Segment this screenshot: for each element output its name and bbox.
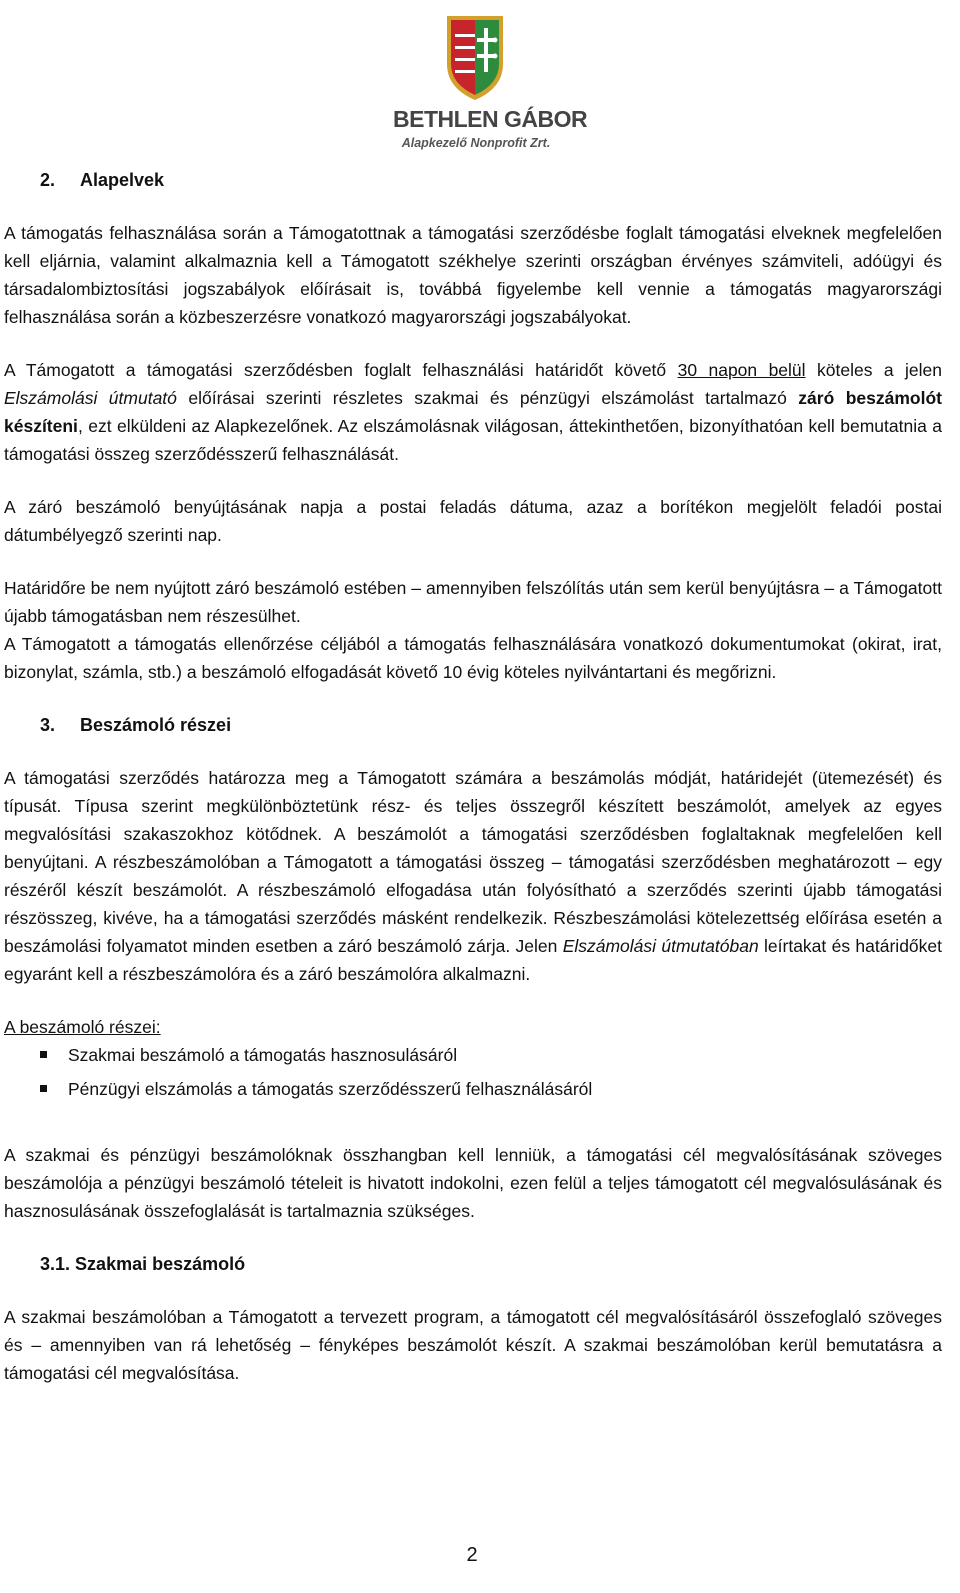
logo-subtitle: Alapkezelő Nonprofit Zrt. — [401, 136, 551, 150]
section-3-1-title: Szakmai beszámoló — [75, 1254, 246, 1274]
section-2-number: 2. — [40, 170, 56, 190]
logo-name: BETHLEN GÁBOR — [393, 106, 588, 132]
document-content — [4, 166, 942, 1412]
coat-of-arms-icon — [443, 14, 507, 102]
section-2-paragraph-2: A Támogatott a támogatási szerződésben foglalt felhasználási határidőt követő 30 napon belül köteles a jelen Elszámolási útmutató előírásai szerinti részletes szakmai és pénzügyi elszámolást tartalmazó záró beszámolót készíteni, ezt elküldeni az Alapkezelőnek. Az elszámolásnak világosan, áttekinthetően, bizonyíthatóan kell bemutatnia a támogatási összeg szerződésszerű felhasználását. — [4, 360, 943, 464]
section-3-paragraph-1: A támogatási szerződés határozza meg a Támogatott számára a beszámolás módját, határidejét (ütemezését) és típusát. Típusa szerint megkülönböztetünk rész- és teljes összegről készített beszámolót, amelyek az egyes megvalósítási szakaszokhoz kötődnek. A beszámolót a támogatási szerződésben foglaltaknak megfelelően kell benyújtani. A részbeszámolóban a Támogatott a támogatási összeg – támogatási szerződésben meghatározott – egy részéről készít beszámolót. A részbeszámoló elfogadása után folyósítható a szerződés szerinti újabb támogatási részösszeg, kivéve, ha a támogatási szerződés másként rendelkezik. Részbeszámolási kötelezettség előírása esetén a beszámolási folyamatot minden esetben a záró beszámoló zárja. Jelen Elszámolási útmutatóban leírtakat és határidőket egyaránt kell a részbeszámolóra és a záró beszámolóra alkalmazni. — [4, 768, 942, 984]
guide-title-italic-2: Elszámolási útmutatóban — [562, 936, 759, 956]
section-3-1-paragraph-1: A szakmai beszámolóban a Támogatott a tervezett program, a támogatott cél megvalósításáról összefoglaló szöveges és – amennyiben van rá lehetőség – fényképes beszámolót készít. A szakmai beszámolóban kerül bemutatásra a támogatási cél megvalósítása. — [4, 1307, 942, 1383]
section-3-number: 3. — [40, 715, 56, 735]
square-bullet-icon — [40, 1085, 47, 1092]
page-number: 2 — [466, 1544, 478, 1566]
section-2-paragraph-3: A záró beszámoló benyújtásának napja a postai feladás dátuma, azaz a borítékon megjelölt feladói postai dátumbélyegző szerinti nap. — [4, 497, 942, 545]
section-3-paragraph-2: A szakmai és pénzügyi beszámolóknak összhangban kell lenniük, a támogatási cél megvalósításának szöveges beszámolója a pénzügyi beszámoló tételeit is hivatott indokolni, ezen felül a teljes támogatott cél megvalósulásának és hasznosulásának összefoglalását is tartalmaznia szükséges. — [4, 1145, 942, 1221]
section-2-paragraph-1: A támogatás felhasználása során a Támogatottnak a támogatási szerződésbe foglalt támogatási elveknek megfelelően kell eljárnia, valamint alkalmaznia kell a Támogatott székhelye szerinti országban érvényes számviteli, adóügyi és társadalombiztosítási jogszabályok előírásait is, továbbá figyelembe kell vennie a támogatás magyarországi felhasználása során a közbeszerzésre vonatkozó magyarországi jogszabályokat. — [4, 223, 942, 327]
parts-list-title: A beszámoló részei: — [4, 1017, 161, 1037]
guide-title-italic: Elszámolási útmutató — [4, 388, 177, 408]
section-2-paragraph-4: Határidőre be nem nyújtott záró beszámoló estében – amennyiben felszólítás után sem kerül benyújtásra – a Támogatott újabb támogatásban nem részesülhet. — [4, 578, 942, 626]
final-report-bold: záró beszámolót készíteni — [4, 388, 942, 436]
report-parts-list — [4, 1041, 942, 1103]
section-2-title: Alapelvek — [80, 170, 165, 190]
section-3-heading — [4, 711, 942, 739]
section-2-heading — [4, 166, 942, 194]
section-3-1-number: 3.1. — [40, 1254, 71, 1274]
section-3-title: Beszámoló részei — [80, 715, 232, 735]
square-bullet-icon — [40, 1051, 47, 1058]
list-item: Pénzügyi elszámolás a támogatás szerződésszerű felhasználásáról — [4, 1075, 942, 1103]
section-2-paragraph-5: A Támogatott a támogatás ellenőrzése céljából a támogatás felhasználására vonatkozó dokumentumokat (okirat, irat, bizonylat, számla, stb.) a beszámoló elfogadását követő 10 évig köteles nyilvántartani és megőrizni. — [4, 634, 942, 682]
section-3-1-heading — [40, 1250, 942, 1278]
deadline-30-days: 30 napon belül — [677, 360, 806, 380]
list-item: Szakmai beszámoló a támogatás hasznosulásáról — [4, 1041, 942, 1069]
bethlen-gabor-logo — [393, 14, 588, 154]
